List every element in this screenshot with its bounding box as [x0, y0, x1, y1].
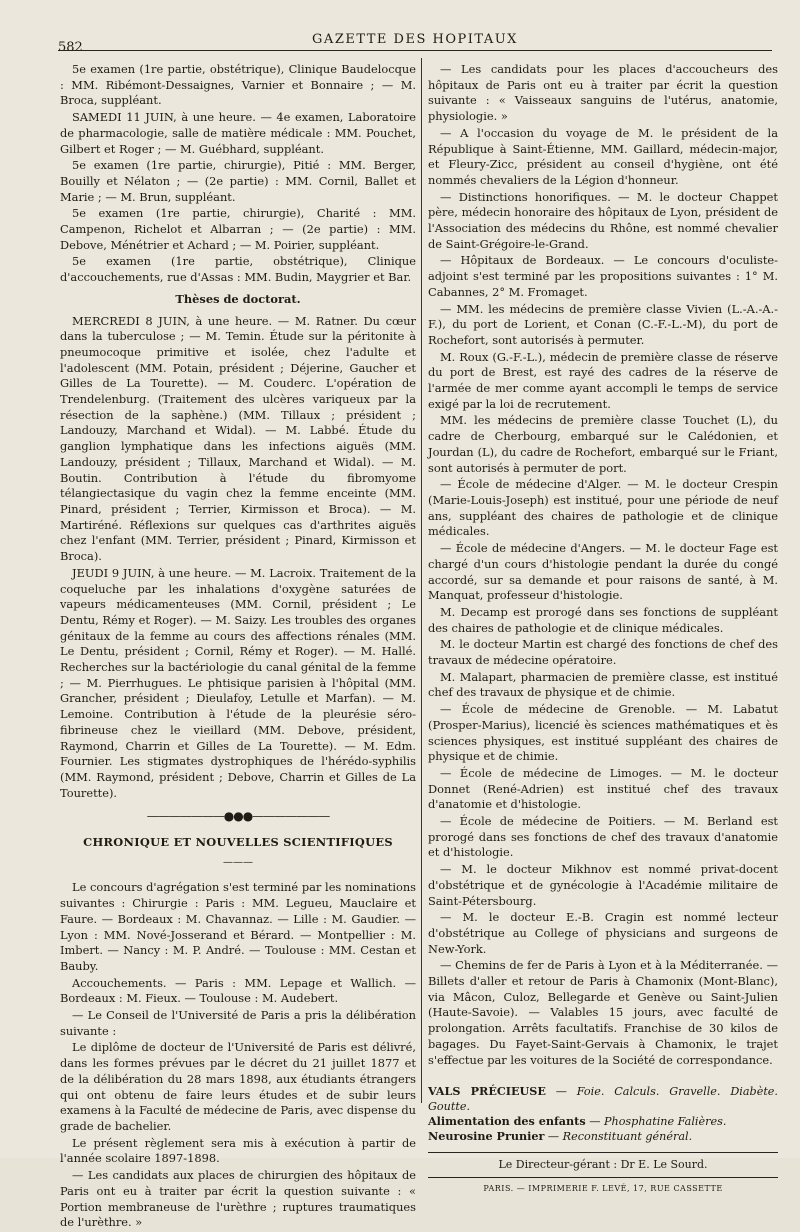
chronique-paragraph: — Le Conseil de l'Université de Paris a pris la délibération suivante :	[60, 1008, 416, 1038]
news-paragraph: — École de médecine de Poitiers. — M. Berland est prorogé dans ses fonctions de chef des travaux d'anatomie et d'histologie.	[428, 814, 778, 860]
header-rule	[58, 50, 772, 51]
news-paragraph: — M. le docteur Mikhnov est nommé privat-docent d'obstétrique et de gynécologie à l'Académie militaire de Saint-Pétersbourg.	[428, 862, 778, 908]
ad-brand-neurosine: Neurosine Prunier	[428, 1129, 545, 1144]
left-column	[60, 62, 416, 1232]
news-paragraph: M. Malapart, pharmacien de première classe, est institué chef des travaux de physique et de chimie.	[428, 669, 778, 700]
page-title: GAZETTE DES HOPITAUX	[312, 32, 518, 47]
left-paragraph: 5e examen (1re partie, chirurgie), Pitié : MM. Berger, Bouilly et Nélaton ; — (2e partie) : MM. Cornil, Ballet et Marie ; — M. Brun, suppléant.	[60, 158, 416, 204]
theses-paragraph: JEUDI 9 JUIN, à une heure. — M. Lacroix. Traitement de la coqueluche par les inhalations d'oxygène saturées de vapeurs médicamenteuses (MM. Cornil, président ; Le Dentu, Rémy et Roger). — M. Saizy. Les troubles des organes génitaux de la femme au cours des affections rénales (MM. Le Dentu, président ; Cornil, Rémy et Roger). — M. Hallé. Recherches sur la bactériologie du canal génital de la femme ; — M. Pierrhugues. Le phtisique parisien à l'hôpital (MM. Grancher, président ; Dieulafoy, Letulle et Marfan). — M. Lemoine. Contribution à l'étude de la pleurésie séro-fibrineuse chez le vieillard (MM. Debove, président, Raymond, Charrin et Gilles de La Tourette). — M. Edm. Fournier. Les stigmates dystrophiques de l'hérédo-syphilis (MM. Raymond, président ; Debove, Charrin et Gilles de La Tourette).	[60, 565, 416, 800]
ad-text-alimentation: — Phosphatine Falières.	[585, 1115, 727, 1129]
chronique-paragraph: Le présent règlement sera mis à exécution à partir de l'année scolaire 1897-1898.	[60, 1135, 416, 1166]
news-paragraph: — École de médecine d'Angers. — M. le docteur Fage est chargé d'un cours d'histologie pendant la durée du congé accordé, sur sa demande et pour raisons de santé, à M. Manquat, professeur d'histologie.	[428, 541, 778, 603]
heading-dash: ———	[223, 856, 253, 868]
left-paragraph: 5e examen (1re partie, obstétrique), Clinique Baudelocque : MM. Ribémont-Dessaignes, Varnier et Bonnaire ; — M. Broca, suppléant.	[60, 62, 416, 108]
ad-brand-vals: VALS PRÉCIEUSE	[428, 1084, 546, 1099]
ornament-divider: ———————●●●———————	[146, 809, 330, 824]
advertisement	[428, 1084, 778, 1144]
column-divider	[421, 58, 422, 1103]
news-paragraph: — École de médecine de Limoges. — M. le docteur Donnet (René-Adrien) est institué chef des travaux d'anatomie et d'histologie.	[428, 765, 778, 812]
left-paragraph: SAMEDI 11 JUIN, à une heure. — 4e examen, Laboratoire de pharmacologie, salle de matière médicale : MM. Pouchet, Gilbert et Roger ; — M. Guébhard, suppléant.	[60, 110, 416, 156]
news-paragraph: — Chemins de fer de Paris à Lyon et à la Méditerranée. — Billets d'aller et retour de Paris à Chamonix (Mont-Blanc), via Mâcon, Culoz, Bellegarde et Genève ou Saint-Julien (Haute-Savoie). — Valables 15 jours, avec faculté de prolongation. Arrêts facultatifs. Franchise de 30 kilos de bagages. Du Fayet-Saint-Gervais à Chamonix, le trajet s'effectue par les voitures de la Société de correspondance.	[428, 958, 778, 1067]
chronique-paragraph: Le concours d'agrégation s'est terminé par les nominations suivantes : Chirurgie : Paris : MM. Legueu, Mauclaire et Faure. — Bordeaux : M. Chavannaz. — Lille : M. Gaudier. — Lyon : MM. Nové-Josserand et Bérard. — Montpellier : M. Imbert. — Nancy : M. P. André. — Toulouse : MM. Cestan et Bauby.	[60, 880, 416, 973]
chronique-paragraph: — Les candidats aux places de chirurgien des hôpitaux de Paris ont eu à traiter par écrit la question suivante : « Portion membraneuse de l'urèthre ; ruptures traumatiques de l'urèthre. »	[60, 1168, 416, 1230]
ad-text-neurosine: — Reconstituant général.	[544, 1130, 693, 1144]
news-paragraph: — École de médecine de Grenoble. — M. Labatut (Prosper-Marius), licencié ès sciences mathématiques et ès sciences physiques, est institué suppléant des chaires de physique et de chimie.	[428, 702, 778, 764]
news-paragraph: — Les candidats pour les places d'accoucheurs des hôpitaux de Paris ont eu à traiter par écrit la question suivante : « Vaisseaux sanguins de l'utérus, anatomie, physiologie. »	[428, 62, 778, 124]
left-paragraph: 5e examen (1re partie, obstétrique), Clinique d'accouchements, rue d'Assas : MM. Budin, Maygrier et Bar.	[60, 254, 416, 285]
news-paragraph: MM. les médecins de première classe Touchet (L), du cadre de Cherbourg, embarqué sur le Calédonien, et Jourdan (L), du cadre de Rochefort, embarqué sur le Friant, sont autorisés à permuter de port.	[428, 413, 778, 475]
right-column	[428, 62, 778, 1198]
theses-paragraph: MERCREDI 8 JUIN, à une heure. — M. Ratner. Du cœur dans la tuberculose ; — M. Temin. Étude sur la péritonite à pneumocoque primitive et isolée, chez l'adulte et l'adolescent (MM. Potain, président ; Déjerine, Gaucher et Gilles de La Tourette). — M. Couderc. L'opération de Trendelenburg. (Traitement des ulcères variqueux par la résection de la saphène.) (MM. Tillaux ; président ; Landouzy, Marchand et Widal). — M. Labbé. Étude du ganglion lymphatique dans les infections aiguës (MM. Landouzy, président ; Tillaux, Marchand et Widal). — M. Boutin. Contribution à l'étude du fibromyome télangiectasique du vagin chez la femme enceinte (MM. Pinard, président ; Terrier, Kirmisson et Broca). — M. Martiréné. Réflexions sur quelques cas d'arthrites aiguës chez l'enfant (MM. Terrier, président ; Pinard, Kirmisson et Broca).	[60, 313, 416, 564]
chronique-paragraph: Le diplôme de docteur de l'Université de Paris est délivré, dans les formes prévues par le décret du 21 juillet 1877 et de la délibération du 28 mars 1898, aux étudiants étrangers qui ont obtenu de faire leurs études et de subir leurs examens à la Faculté de médecine de Paris, avec dispense du grade de bachelier.	[60, 1040, 416, 1133]
chronique-paragraph: Accouchements. — Paris : MM. Lepage et Wallich. — Bordeaux : M. Fieux. — Toulouse : M. Audebert.	[60, 975, 416, 1006]
chronique-heading: CHRONIQUE ET NOUVELLES SCIENTIFIQUES	[83, 835, 393, 850]
news-paragraph: M. le docteur Martin est chargé des fonctions de chef des travaux de médecine opératoire.	[428, 637, 778, 668]
director-signature: Le Directeur-gérant : Dr E. Le Sourd.	[428, 1152, 778, 1173]
news-paragraph: — MM. les médecins de première classe Vivien (L.-A.-A.-F.), du port de Lorient, et Conan (C.-F.-L.-M), du port de Rochefort, sont autorisés à permuter.	[428, 301, 778, 347]
news-paragraph: M. Decamp est prorogé dans ses fonctions de suppléant des chaires de pathologie et de clinique médicales.	[428, 604, 778, 635]
news-paragraph: — École de médecine d'Alger. — M. le docteur Crespin (Marie-Louis-Joseph) est institué, pour une période de neuf ans, suppléant des chaires de pathologie et de clinique médicales.	[428, 477, 778, 539]
page-header	[58, 30, 772, 56]
news-paragraph: — Hôpitaux de Bordeaux. — Le concours d'oculiste-adjoint s'est terminé par les propositions suivantes : 1° M. Cabannes, 2° M. Fromaget.	[428, 253, 778, 299]
left-paragraph: 5e examen (1re partie, chirurgie), Charité : MM. Campenon, Richelot et Albarran ; — (2e partie) : MM. Debove, Ménétrier et Achard ; — M. Poirier, suppléant.	[60, 206, 416, 252]
ad-text-vals: — Foie. Calculs. Gravelle. Diabète. Goutte.	[428, 1085, 778, 1114]
news-paragraph: M. Roux (G.-F.-L.), médecin de première classe de réserve du port de Brest, est rayé des cadres de la réserve de l'armée de mer comme ayant accompli le temps de service exigé par la loi de recrutement.	[428, 349, 778, 411]
theses-heading: Thèses de doctorat.	[175, 291, 301, 306]
printer-imprint: PARIS. — IMPRIMERIE F. LEVÉ, 17, RUE CASSETTE	[428, 1177, 778, 1197]
ad-brand-alimentation: Alimentation des enfants	[428, 1114, 586, 1129]
page-number: 582	[58, 40, 83, 55]
news-paragraph: — Distinctions honorifiques. — M. le docteur Chappet père, médecin honoraire des hôpitaux de Lyon, président de l'Association des médecins du Rhône, est nommé chevalier de Saint-Grégoire-le-Grand.	[428, 189, 778, 251]
news-paragraph: — M. le docteur E.-B. Cragin est nommé lecteur d'obstétrique au College of physicians and surgeons de New-York.	[428, 910, 778, 956]
news-paragraph: — A l'occasion du voyage de M. le président de la République à Saint-Étienne, MM. Gaillard, médecin-major, et Fleury-Zicc, président au conseil d'hygiène, ont été nommés chevaliers de la Légion d'honneur.	[428, 125, 778, 187]
